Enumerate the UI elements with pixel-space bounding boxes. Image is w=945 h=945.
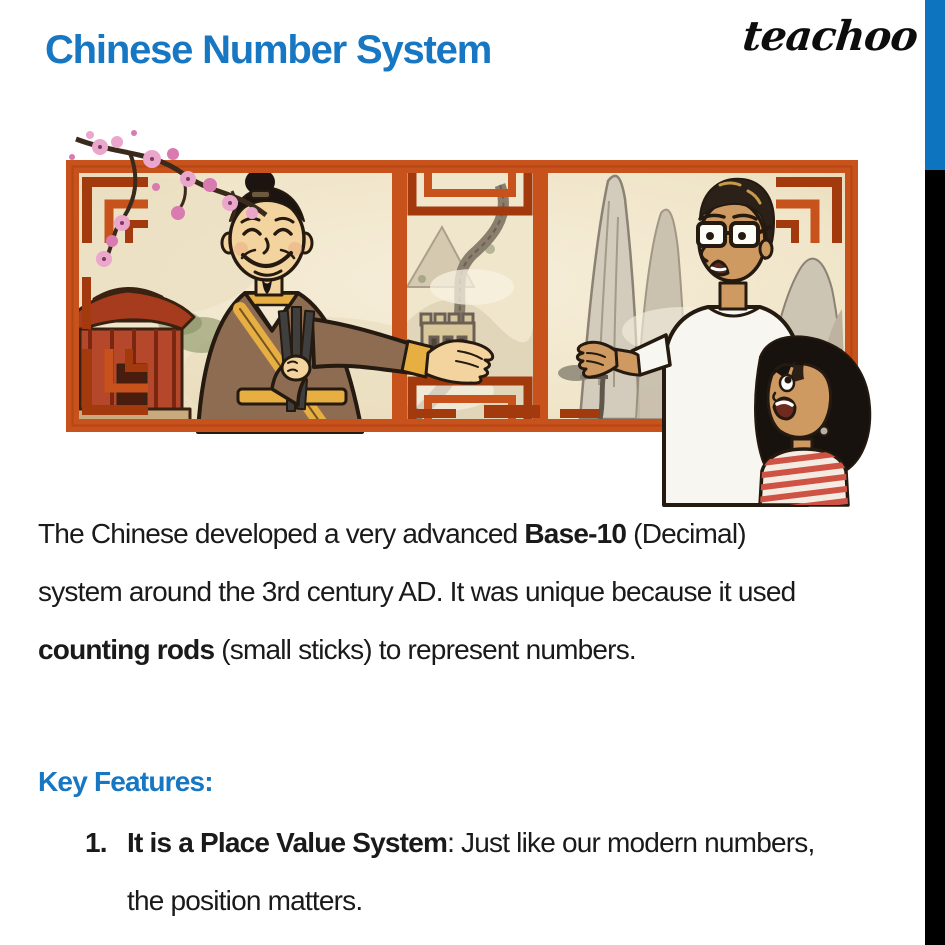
right-edge-black-bar (925, 170, 945, 945)
intro-paragraph (38, 505, 898, 679)
list-item-line (127, 814, 814, 872)
list-item-rest-text: : Just like our modern numbers, (447, 827, 815, 858)
paragraph-text: (Decimal) (626, 518, 746, 549)
paragraph-bold-text: counting rods (38, 634, 215, 665)
right-edge-blue-bar (925, 0, 945, 170)
paragraph-text: (small sticks) to represent numbers. (214, 634, 636, 665)
key-features-heading: Key Features: (38, 766, 213, 797)
list-item-line: the position matters. (127, 885, 363, 916)
list-item-text (127, 814, 814, 930)
list-item-1 (85, 814, 814, 930)
chinese-number-system-illustration (60, 127, 890, 512)
paragraph-line (38, 563, 898, 621)
page-title: Chinese Number System (45, 28, 492, 72)
list-item-bold-text: It is a Place Value System (127, 827, 448, 858)
teachoo-logo: teachoo (740, 12, 920, 60)
paragraph-line (38, 621, 898, 679)
paragraph-text: The Chinese developed a very advanced (38, 518, 525, 549)
list-item-number: 1. (85, 827, 107, 858)
paragraph-text: system around the 3rd century AD. It was unique because it used (38, 576, 796, 607)
paragraph-line (38, 505, 898, 563)
paragraph-bold-text: Base-10 (524, 518, 627, 549)
